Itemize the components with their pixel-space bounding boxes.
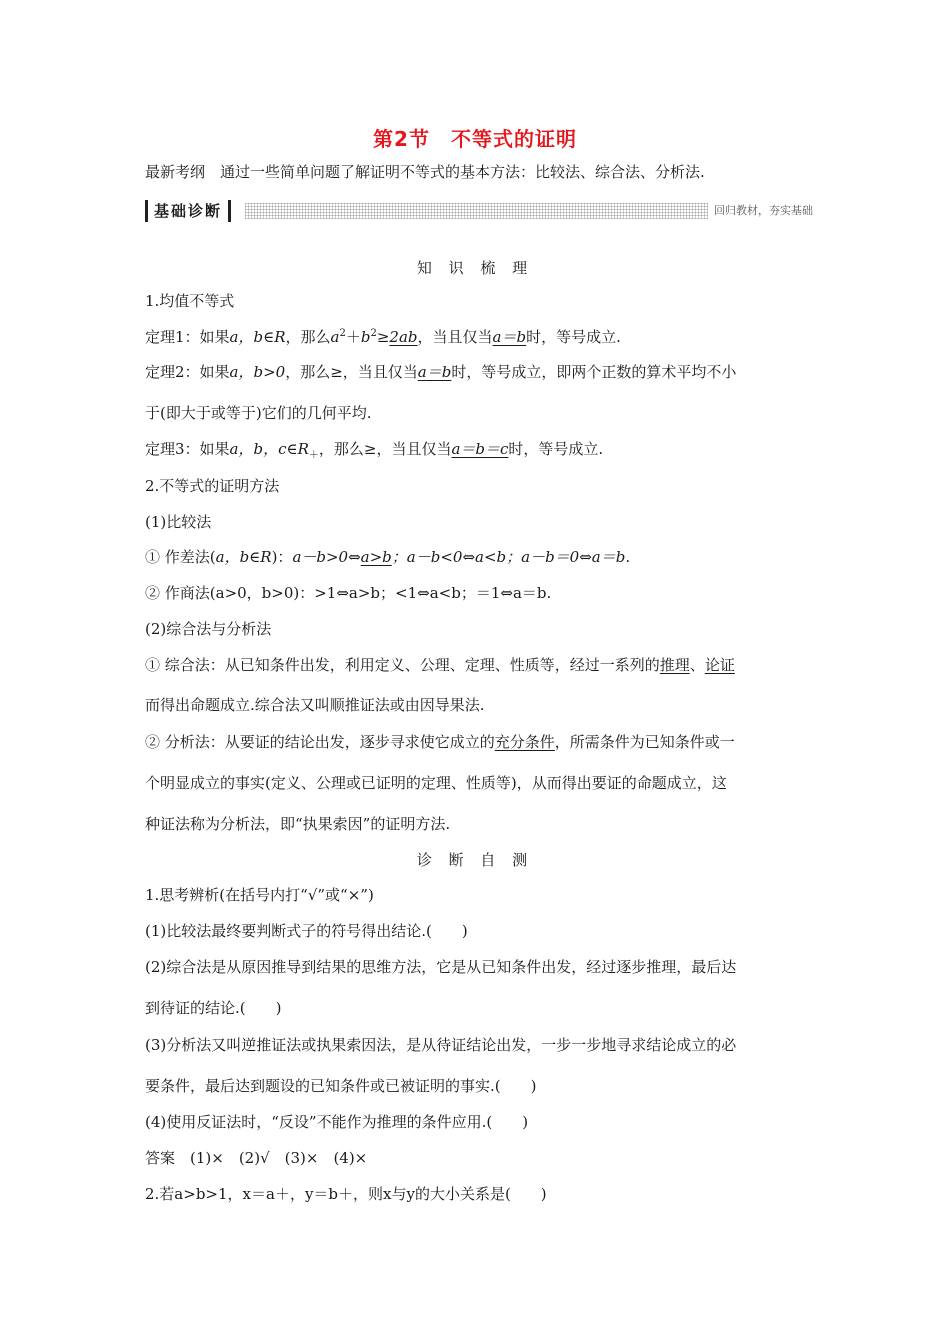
difference-vars: a，b∈R	[215, 548, 272, 566]
q1-part-2: (2)综合法是从原因推导到结果的思维方法，它是从已知条件出发，经过逐步推理，最后达	[145, 958, 737, 976]
q1-part-3: (3)分析法又叫逆推证法或执果索因法，是从待证结论出发，一步一步地寻求结论成立的必	[145, 1036, 737, 1054]
theorem-1-condition: a＝b	[492, 328, 527, 346]
difference-text-b: )：	[271, 548, 293, 566]
theorem-3: 定理3：如果a，b，$c\in R_+$，那么≥，当且仅当a＝b＝c时，等号成立.	[145, 440, 604, 461]
analysis-method	[145, 732, 735, 752]
theorem-3-vars: a，b，c∈R	[229, 440, 309, 458]
quotient-method: ② 作商法(a>0，b>0)：>1⇔a>b；<1⇔a<b；＝1⇔a＝b.	[145, 584, 552, 602]
section-heading-self-test: 诊 断 自 测	[416, 851, 534, 869]
q1-part-4: (4)使用反证法时，“反设”不能作为推理的条件应用.( )	[145, 1113, 529, 1131]
theorem-2	[145, 362, 736, 382]
heading-mean-inequality: 1.均值不等式	[145, 292, 235, 310]
q2-stem: 2.若a>b>1，x＝a＋，y＝b＋，则x与y的大小关系是( )	[145, 1185, 547, 1203]
theorem-2-text-b: ，那么≥，当且仅当	[285, 363, 418, 381]
q1-stem: 1.思考辨析(在括号内打“√”或“×”)	[145, 886, 374, 904]
theorem-3-text-c: 时，等号成立.	[508, 440, 604, 458]
theorem-1-text-b: ，那么	[285, 328, 331, 346]
analysis-text-a: ② 分析法：从要证的结论出发，逐步寻求使它成立的	[145, 733, 495, 751]
q1-part-2-cont: 到待证的结论.( )	[145, 999, 282, 1017]
difference-expr-1: a－b>0⇔	[292, 548, 361, 566]
q1-part-3-cont: 要条件，最后达到题设的已知条件或已被证明的事实.( )	[145, 1077, 537, 1095]
theorem-1-text-c: ，当且仅当	[417, 328, 493, 346]
analysis-cont-2: 种证法称为分析法，即“执果索因”的证明方法.	[145, 815, 451, 833]
theorem-1-text-d: 时，等号成立.	[526, 328, 621, 346]
page-title: 第2节 不等式的证明	[373, 127, 577, 151]
theorem-1: 定理1：如果a，b∈R，那么$a^2+b^2\ge 2ab$，当且仅当a＝b时，等号成立.	[145, 328, 621, 346]
syllabus-text: 通过一些简单问题了解证明不等式的基本方法：比较法、综合法、分析法.	[220, 163, 705, 181]
theorem-1-ineq: ≥	[376, 328, 390, 346]
syllabus-line	[145, 162, 705, 182]
heading-comparison: (1)比较法	[145, 513, 212, 531]
analysis-text-b: ，所需条件为已知条件或一	[554, 733, 735, 751]
theorem-3-condition: a＝b＝c	[451, 440, 509, 458]
heading-synthesis-analysis: (2)综合法与分析法	[145, 620, 272, 638]
syllabus-label: 最新考纲	[145, 163, 206, 181]
theorem-1-vars: a，b∈R	[229, 328, 286, 346]
difference-method	[145, 547, 630, 567]
theorem-1-text-a: 定理1：如果	[145, 328, 230, 346]
theorem-2-text-a: 定理2：如果	[145, 363, 230, 381]
synthesis-sep: 、	[689, 656, 705, 674]
theorem-2-cont: 于(即大于或等于)它们的几何平均.	[145, 404, 372, 422]
synthesis-text-a: ① 综合法：从已知条件出发，利用定义、公理、定理、性质等，经过一系列的	[145, 656, 660, 674]
theorem-3-text-a: 定理3：如果	[145, 440, 230, 458]
theorem-2-vars: a，b>0	[229, 363, 286, 381]
synthesis-cont: 而得出命题成立.综合法又叫顺推证法或由因导果法.	[145, 696, 485, 714]
synthesis-method	[145, 655, 735, 675]
section-heading-knowledge: 知 识 梳 理	[416, 259, 534, 277]
theorem-3-text-b: ，那么≥，当且仅当	[318, 440, 452, 458]
q1-answer: 答案 (1)× (2)√ (3)× (4)×	[145, 1149, 368, 1167]
section-banner	[145, 200, 815, 222]
theorem-2-text-c: 时，等号成立，即两个正数的算术平均不小	[451, 363, 737, 381]
difference-text-a: ① 作差法(	[145, 548, 216, 566]
banner-subtitle: 回归教材，夯实基础	[708, 203, 815, 219]
analysis-answer: 充分条件	[494, 733, 555, 751]
theorem-2-condition: a＝b	[417, 363, 452, 381]
theorem-1-answer: 2ab	[389, 328, 418, 346]
analysis-cont-1: 个明显成立的事实(定义、公理或已证明的定理、性质等)，从而得出要证的命题成立，这	[145, 774, 727, 792]
difference-expr-2: ；a－b<0⇔a<b；a－b＝0⇔a＝b.	[391, 548, 631, 566]
synthesis-answer-1: 推理	[659, 656, 690, 674]
q1-part-1: (1)比较法最终要判断式子的符号得出结论.( )	[145, 922, 468, 940]
synthesis-answer-2: 论证	[704, 656, 735, 674]
difference-answer: a>b	[360, 548, 392, 566]
heading-proof-methods: 2.不等式的证明方法	[145, 477, 280, 495]
banner-label: 基础诊断	[145, 200, 231, 222]
